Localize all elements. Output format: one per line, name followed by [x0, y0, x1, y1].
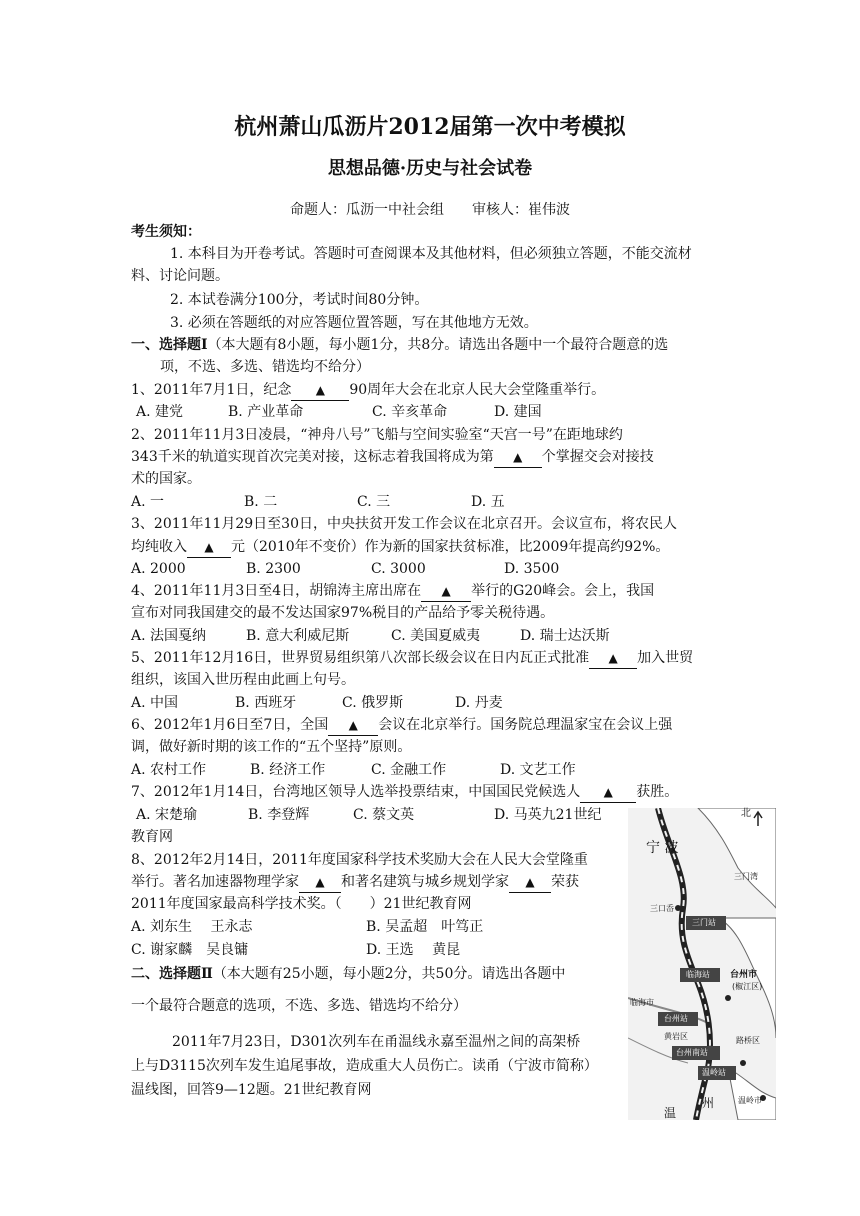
- q7-text-post: 获胜。: [636, 784, 679, 800]
- q6-line-1: [131, 715, 672, 736]
- map-label-sankouao: 三口岙: [650, 904, 674, 913]
- q8-option-d: D. 王选 黄昆: [366, 942, 461, 958]
- q7-blank: [580, 782, 636, 803]
- map-label-jiaojiang: (椒江区): [732, 982, 763, 991]
- q6-text-post: 会议在北京举行。国务院总理温家宝在会议上强: [378, 717, 673, 733]
- map-label-sanmen-station: 三门站: [692, 918, 716, 927]
- section1-header: [131, 335, 668, 355]
- blank-mark: ▲: [315, 875, 325, 889]
- blank-mark: ▲: [608, 651, 618, 665]
- map-label-luqiao: 路桥区: [736, 1036, 760, 1045]
- q8-blank-2: [509, 872, 551, 893]
- q1-text-post: 90周年大会在北京人民大会堂隆重举行。: [349, 382, 606, 398]
- passage-line-2: 上与D3115次列车发生追尾事故，造成重大人员伤亡。读甬（宁波市简称）: [131, 1058, 598, 1074]
- q8-text-post: 荣获: [551, 874, 579, 890]
- railway-map: [628, 808, 776, 1120]
- q3-text-post: 元（2010年不变价）作为新的国家扶贫标准，比2009年提高约92%。: [231, 539, 670, 555]
- q3-line-2: [131, 537, 669, 558]
- passage-line-1: 2011年7月23日，D301次列车在甬温线永嘉至温州之间的高架桥: [172, 1034, 581, 1050]
- exam-authors: 命题人：瓜沥一中社会组 审核人：崔伟波: [290, 202, 570, 218]
- q3-line-1: 3、2011年11月29日至30日，中央扶贫开发工作会议在北京召开。会议宣布，将农民人: [131, 516, 677, 532]
- map-label-ningbo: 宁 波: [646, 840, 679, 856]
- q3-option-d: D. 3500: [504, 561, 560, 577]
- q8-option-c: C. 谢家麟 吴良镛: [131, 942, 249, 958]
- q6-option-d: D. 文艺工作: [500, 762, 576, 778]
- q2-line-2: [131, 447, 654, 468]
- notice-item-1b: 料、讨论问题。: [131, 268, 229, 284]
- q2-line-3: 术的国家。: [131, 471, 201, 487]
- q1-blank: [291, 380, 349, 401]
- q3-option-b: B. 2300: [246, 561, 301, 577]
- q6-line-2: 调，做好新时期的该工作的“五个坚持”原则。: [131, 739, 412, 755]
- q5-option-b: B. 西班牙: [235, 695, 297, 711]
- q7-option-d: D. 马英九21世纪: [494, 807, 602, 823]
- q5-option-c: C. 俄罗斯: [342, 695, 404, 711]
- q1-option-c: C. 辛亥革命: [372, 404, 448, 420]
- q2-option-c: C. 三: [357, 494, 391, 510]
- blank-mark: ▲: [441, 584, 451, 598]
- section2-desc-a: （本大题有25小题，每小题2分，共50分。请选出各题中: [212, 966, 566, 982]
- q1-option-b: B. 产业革命: [228, 404, 304, 420]
- notice-item-2: 2. 本试卷满分100分，考试时间80分钟。: [170, 292, 429, 308]
- q8-blank-1: [299, 872, 341, 893]
- q8-text-mid: 和著名建筑与城乡规划学家: [341, 874, 509, 890]
- blank-mark: ▲: [603, 785, 613, 799]
- q2-option-d: D. 五: [471, 494, 505, 510]
- notice-heading: 考生须知：: [131, 224, 201, 240]
- q7-option-c: C. 蔡文英: [353, 807, 415, 823]
- blank-mark: ▲: [525, 875, 535, 889]
- q4-line-1: [131, 581, 654, 602]
- q4-option-c: C. 美国夏威夷: [391, 628, 481, 644]
- q3-option-a: A. 2000: [131, 561, 186, 577]
- map-label-taizhou-city: 台州市: [730, 970, 758, 980]
- q5-text-pre: 5、2011年12月16日，世界贸易组织第八次部长级会议在日内瓦正式批准: [131, 650, 590, 666]
- passage-line-3: 温线图，回答9—12题。21世纪教育网: [131, 1082, 372, 1098]
- q2-text-post: 个掌握交会对接技: [541, 449, 654, 465]
- map-label-wenling-station: 温岭站: [702, 1068, 726, 1077]
- q6-option-a: A. 农村工作: [131, 762, 207, 778]
- q7-line-3: 教育网: [131, 829, 173, 845]
- q8-option-a: A. 刘东生 王永志: [131, 919, 253, 935]
- q7-option-a: A. 宋楚瑜: [136, 807, 198, 823]
- map-label-sanmenwan: 三门湾: [734, 872, 758, 881]
- q5-blank: [589, 648, 637, 669]
- blank-mark: ▲: [513, 450, 523, 464]
- q5-line-1: [131, 648, 693, 669]
- q8-line-1: 8、2012年2月14日，2011年度国家科学技术奖励大会在人民大会堂隆重: [131, 852, 588, 868]
- question-1: [131, 380, 605, 401]
- q2-line-1: 2、2011年11月3日凌晨，“神舟八号”飞船与空间实验室“天宫一号”在距地球约: [131, 427, 623, 443]
- map-label-zhou: 州: [702, 1096, 715, 1110]
- map-label-taizhou-south: 台州南站: [676, 1048, 708, 1057]
- q6-blank: [328, 715, 378, 736]
- q4-text-pre: 4、2011年11月3日至4日，胡锦涛主席出席在: [131, 583, 422, 599]
- q5-text-post: 加入世贸: [637, 650, 694, 666]
- q7-line-1: [131, 782, 678, 803]
- section2-heading: 二、选择题Ⅱ: [131, 966, 213, 982]
- q4-option-d: D. 瑞士达沃斯: [520, 628, 610, 644]
- q5-option-a: A. 中国: [131, 695, 179, 711]
- map-label-north: 北: [741, 808, 751, 819]
- q4-option-b: B. 意大利威尼斯: [246, 628, 350, 644]
- q4-line-2: 宣布对同我国建交的最不发达国家97%税目的产品给予零关税待遇。: [131, 605, 555, 621]
- q8-option-b: B. 吴孟超 叶笃正: [366, 919, 484, 935]
- q6-option-b: B. 经济工作: [250, 762, 326, 778]
- q4-option-a: A. 法国戛纳: [131, 628, 207, 644]
- q6-text-pre: 6、2012年1月6日至7日，全国: [131, 717, 329, 733]
- q8-text-pre: 举行。著名加速器物理学家: [131, 874, 299, 890]
- blank-mark: ▲: [204, 540, 214, 554]
- q5-line-2: 组织，该国入世历程由此画上句号。: [131, 672, 355, 688]
- blank-mark: ▲: [315, 383, 325, 397]
- notice-item-3: 3. 必须在答题纸的对应答题位置答题，写在其他地方无效。: [170, 315, 538, 331]
- section1-heading: 一、选择题Ⅰ: [131, 337, 208, 353]
- map-label-wenling-city: 温岭市: [738, 1096, 762, 1105]
- map-label-huangyan: 黄岩区: [664, 1032, 688, 1041]
- map-label-taizhou-station: 台州站: [664, 1014, 688, 1023]
- map-label-wen: 温: [664, 1106, 677, 1120]
- q8-line-2: [131, 872, 579, 893]
- section2-header: [131, 964, 565, 984]
- q2-blank: [494, 447, 542, 468]
- q7-option-b: B. 李登辉: [248, 807, 310, 823]
- q2-text-pre: 343千米的轨道实现首次完美对接，这标志着我国将成为第: [131, 449, 494, 465]
- q2-option-b: B. 二: [244, 494, 278, 510]
- exam-title: 杭州萧山瓜沥片2012届第一次中考模拟: [234, 114, 626, 140]
- q3-option-c: C. 3000: [371, 561, 426, 577]
- section1-desc-a: （本大题有8小题，每小题1分，共8分。请选出各题中一个最符合题意的选: [207, 337, 669, 353]
- notice-item-1a: 1. 本科目为开卷考试。答题时可查阅课本及其他材料，但必须独立答题，不能交流材: [170, 246, 692, 262]
- exam-subtitle: 思想品德·历史与社会试卷: [327, 158, 533, 179]
- q4-text-post: 举行的G20峰会。会上，我国: [471, 583, 655, 599]
- map-label-linhai-city: 临海市: [630, 998, 654, 1007]
- q2-option-a: A. 一: [131, 494, 165, 510]
- q3-text-pre: 均纯收入: [131, 539, 187, 555]
- blank-mark: ▲: [348, 718, 358, 732]
- q4-blank: [421, 581, 471, 602]
- q3-blank: [187, 537, 231, 558]
- map-label-linhai-station: 临海站: [686, 970, 710, 979]
- q7-text-pre: 7、2012年1月14日，台湾地区领导人选举投票结束，中国国民党候选人: [131, 784, 581, 800]
- q8-line-3: 2011年度国家最高科学技术奖。（ ）21世纪教育网: [131, 896, 472, 912]
- q1-option-a: A. 建党: [136, 404, 184, 420]
- section1-desc-b: 项，不选、多选、错选均不给分）: [160, 359, 370, 375]
- q1-text-pre: 1、2011年7月1日，纪念: [131, 382, 292, 398]
- q5-option-d: D. 丹麦: [455, 695, 503, 711]
- q6-option-c: C. 金融工作: [371, 762, 447, 778]
- section2-desc-b: 一个最符合题意的选项，不选、多选、错选均不给分）: [131, 998, 467, 1014]
- q1-option-d: D. 建国: [494, 404, 542, 420]
